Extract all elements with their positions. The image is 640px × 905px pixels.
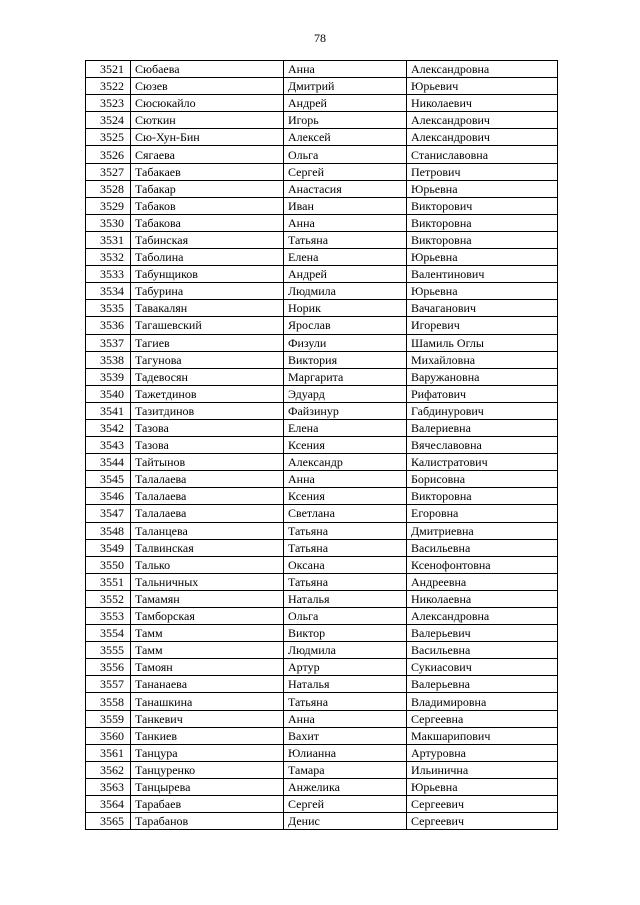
first-name-cell: Анжелика — [284, 778, 407, 795]
table-row — [86, 590, 558, 607]
page-number: 78 — [314, 31, 326, 45]
patronymic-cell: Игоревич — [407, 317, 558, 334]
row-number-cell: 3559 — [86, 710, 131, 727]
last-name-cell: Талалаева — [131, 471, 284, 488]
patronymic-cell: Валентинович — [407, 266, 558, 283]
row-number-cell: 3562 — [86, 761, 131, 778]
patronymic-cell: Викторович — [407, 197, 558, 214]
row-number-cell: 3532 — [86, 249, 131, 266]
first-name-cell: Тамара — [284, 761, 407, 778]
first-name-cell: Анастасия — [284, 180, 407, 197]
first-name-cell: Татьяна — [284, 573, 407, 590]
table-row — [86, 522, 558, 539]
patronymic-cell: Викторовна — [407, 214, 558, 231]
last-name-cell: Танцырева — [131, 778, 284, 795]
table-row — [86, 539, 558, 556]
table-row — [86, 197, 558, 214]
first-name-cell: Светлана — [284, 505, 407, 522]
patronymic-cell: Ильинична — [407, 761, 558, 778]
last-name-cell: Таболина — [131, 249, 284, 266]
table-row — [86, 146, 558, 163]
table-row — [86, 419, 558, 436]
first-name-cell: Анна — [284, 214, 407, 231]
row-number-cell: 3537 — [86, 334, 131, 351]
patronymic-cell: Юрьевич — [407, 78, 558, 95]
patronymic-cell: Юрьевна — [407, 180, 558, 197]
first-name-cell: Елена — [284, 249, 407, 266]
last-name-cell: Таланцева — [131, 522, 284, 539]
last-name-cell: Тагунова — [131, 351, 284, 368]
last-name-cell: Талько — [131, 556, 284, 573]
patronymic-cell: Дмитриевна — [407, 522, 558, 539]
last-name-cell: Табинская — [131, 231, 284, 248]
table-row — [86, 796, 558, 813]
row-number-cell: 3563 — [86, 778, 131, 795]
patronymic-cell: Шамиль Оглы — [407, 334, 558, 351]
last-name-cell: Тагиев — [131, 334, 284, 351]
row-number-cell: 3526 — [86, 146, 131, 163]
last-name-cell: Тадевосян — [131, 368, 284, 385]
last-name-cell: Сюзев — [131, 78, 284, 95]
row-number-cell: 3527 — [86, 163, 131, 180]
last-name-cell: Тарабаев — [131, 796, 284, 813]
row-number-cell: 3538 — [86, 351, 131, 368]
row-number-cell: 3556 — [86, 659, 131, 676]
row-number-cell: 3521 — [86, 61, 131, 78]
first-name-cell: Татьяна — [284, 539, 407, 556]
patronymic-cell: Валериевна — [407, 419, 558, 436]
patronymic-cell: Петрович — [407, 163, 558, 180]
last-name-cell: Сюсюкайло — [131, 95, 284, 112]
table-row — [86, 625, 558, 642]
last-name-cell: Тазитдинов — [131, 402, 284, 419]
first-name-cell: Ярослав — [284, 317, 407, 334]
patronymic-cell: Александрович — [407, 112, 558, 129]
row-number-cell: 3541 — [86, 402, 131, 419]
table-row — [86, 778, 558, 795]
table-row — [86, 676, 558, 693]
patronymic-cell: Вячеславовна — [407, 437, 558, 454]
patronymic-cell: Габдинурович — [407, 402, 558, 419]
patronymic-cell: Владимировна — [407, 693, 558, 710]
last-name-cell: Тазова — [131, 437, 284, 454]
row-number-cell: 3539 — [86, 368, 131, 385]
last-name-cell: Тавакалян — [131, 300, 284, 317]
table-row — [86, 659, 558, 676]
last-name-cell: Табакова — [131, 214, 284, 231]
table-row — [86, 744, 558, 761]
last-name-cell: Тайтынов — [131, 454, 284, 471]
patronymic-cell: Валерьевна — [407, 676, 558, 693]
last-name-cell: Тальничных — [131, 573, 284, 590]
first-name-cell: Наталья — [284, 676, 407, 693]
patronymic-cell: Сукиасович — [407, 659, 558, 676]
first-name-cell: Физули — [284, 334, 407, 351]
first-name-cell: Оксана — [284, 556, 407, 573]
patronymic-cell: Александровна — [407, 61, 558, 78]
first-name-cell: Файзинур — [284, 402, 407, 419]
last-name-cell: Танкиев — [131, 727, 284, 744]
name-table — [85, 60, 558, 830]
last-name-cell: Табурина — [131, 283, 284, 300]
patronymic-cell: Сергеевич — [407, 796, 558, 813]
first-name-cell: Юлианна — [284, 744, 407, 761]
patronymic-cell: Варужановна — [407, 368, 558, 385]
last-name-cell: Табунщиков — [131, 266, 284, 283]
first-name-cell: Виктор — [284, 625, 407, 642]
row-number-cell: 3565 — [86, 813, 131, 830]
table-row — [86, 95, 558, 112]
table-row — [86, 471, 558, 488]
row-number-cell: 3536 — [86, 317, 131, 334]
table-row — [86, 129, 558, 146]
row-number-cell: 3544 — [86, 454, 131, 471]
first-name-cell: Татьяна — [284, 693, 407, 710]
patronymic-cell: Валерьевич — [407, 625, 558, 642]
row-number-cell: 3534 — [86, 283, 131, 300]
last-name-cell: Табакар — [131, 180, 284, 197]
patronymic-cell: Андреевна — [407, 573, 558, 590]
first-name-cell: Виктория — [284, 351, 407, 368]
table-row — [86, 231, 558, 248]
patronymic-cell: Артуровна — [407, 744, 558, 761]
first-name-cell: Дмитрий — [284, 78, 407, 95]
row-number-cell: 3552 — [86, 590, 131, 607]
last-name-cell: Тагашевский — [131, 317, 284, 334]
row-number-cell: 3553 — [86, 608, 131, 625]
first-name-cell: Анна — [284, 710, 407, 727]
row-number-cell: 3524 — [86, 112, 131, 129]
table-row — [86, 112, 558, 129]
first-name-cell: Норик — [284, 300, 407, 317]
first-name-cell: Иван — [284, 197, 407, 214]
first-name-cell: Ксения — [284, 437, 407, 454]
patronymic-cell: Николаевна — [407, 590, 558, 607]
table-row — [86, 813, 558, 830]
table-row — [86, 727, 558, 744]
table-row — [86, 214, 558, 231]
first-name-cell: Андрей — [284, 266, 407, 283]
patronymic-cell: Вачаганович — [407, 300, 558, 317]
first-name-cell: Татьяна — [284, 522, 407, 539]
last-name-cell: Тажетдинов — [131, 385, 284, 402]
first-name-cell: Ксения — [284, 488, 407, 505]
patronymic-cell: Юрьевна — [407, 249, 558, 266]
last-name-cell: Танцура — [131, 744, 284, 761]
first-name-cell: Эдуард — [284, 385, 407, 402]
patronymic-cell: Рифатович — [407, 385, 558, 402]
table-row — [86, 300, 558, 317]
table-row — [86, 249, 558, 266]
row-number-cell: 3531 — [86, 231, 131, 248]
row-number-cell: 3525 — [86, 129, 131, 146]
first-name-cell: Людмила — [284, 283, 407, 300]
table-row — [86, 385, 558, 402]
table-row — [86, 368, 558, 385]
row-number-cell: 3550 — [86, 556, 131, 573]
last-name-cell: Сюткин — [131, 112, 284, 129]
last-name-cell: Тамборская — [131, 608, 284, 625]
row-number-cell: 3560 — [86, 727, 131, 744]
row-number-cell: 3554 — [86, 625, 131, 642]
row-number-cell: 3540 — [86, 385, 131, 402]
last-name-cell: Табакаев — [131, 163, 284, 180]
table-row — [86, 488, 558, 505]
row-number-cell: 3549 — [86, 539, 131, 556]
table-row — [86, 317, 558, 334]
last-name-cell: Тамм — [131, 625, 284, 642]
row-number-cell: 3564 — [86, 796, 131, 813]
table-row — [86, 454, 558, 471]
first-name-cell: Вахит — [284, 727, 407, 744]
last-name-cell: Танашкина — [131, 693, 284, 710]
last-name-cell: Сюбаева — [131, 61, 284, 78]
last-name-cell: Тамм — [131, 642, 284, 659]
row-number-cell: 3530 — [86, 214, 131, 231]
first-name-cell: Андрей — [284, 95, 407, 112]
patronymic-cell: Васильевна — [407, 539, 558, 556]
first-name-cell: Татьяна — [284, 231, 407, 248]
first-name-cell: Сергей — [284, 796, 407, 813]
first-name-cell: Анна — [284, 471, 407, 488]
first-name-cell: Денис — [284, 813, 407, 830]
patronymic-cell: Юрьевна — [407, 283, 558, 300]
last-name-cell: Тарабанов — [131, 813, 284, 830]
table-row — [86, 437, 558, 454]
first-name-cell: Ольга — [284, 608, 407, 625]
table-row — [86, 61, 558, 78]
table-row — [86, 642, 558, 659]
row-number-cell: 3558 — [86, 693, 131, 710]
patronymic-cell: Макшарипович — [407, 727, 558, 744]
table-body — [86, 61, 558, 830]
last-name-cell: Талалаева — [131, 505, 284, 522]
row-number-cell: 3561 — [86, 744, 131, 761]
table-row — [86, 78, 558, 95]
last-name-cell: Тамамян — [131, 590, 284, 607]
table-row — [86, 556, 558, 573]
row-number-cell: 3542 — [86, 419, 131, 436]
table-row — [86, 693, 558, 710]
last-name-cell: Тананаева — [131, 676, 284, 693]
patronymic-cell: Ксенофонтовна — [407, 556, 558, 573]
patronymic-cell: Викторовна — [407, 488, 558, 505]
patronymic-cell: Сергеевна — [407, 710, 558, 727]
first-name-cell: Александр — [284, 454, 407, 471]
last-name-cell: Танцуренко — [131, 761, 284, 778]
row-number-cell: 3546 — [86, 488, 131, 505]
patronymic-cell: Александровна — [407, 608, 558, 625]
row-number-cell: 3557 — [86, 676, 131, 693]
last-name-cell: Тазова — [131, 419, 284, 436]
table-row — [86, 351, 558, 368]
first-name-cell: Наталья — [284, 590, 407, 607]
patronymic-cell: Сергеевич — [407, 813, 558, 830]
row-number-cell: 3555 — [86, 642, 131, 659]
first-name-cell: Людмила — [284, 642, 407, 659]
row-number-cell: 3528 — [86, 180, 131, 197]
table-row — [86, 710, 558, 727]
patronymic-cell: Александрович — [407, 129, 558, 146]
row-number-cell: 3533 — [86, 266, 131, 283]
table-row — [86, 180, 558, 197]
last-name-cell: Табаков — [131, 197, 284, 214]
row-number-cell: 3545 — [86, 471, 131, 488]
first-name-cell: Елена — [284, 419, 407, 436]
table-row — [86, 163, 558, 180]
table-row — [86, 334, 558, 351]
last-name-cell: Сю-Хун-Бин — [131, 129, 284, 146]
last-name-cell: Талвинская — [131, 539, 284, 556]
patronymic-cell: Михайловна — [407, 351, 558, 368]
table-row — [86, 266, 558, 283]
patronymic-cell: Николаевич — [407, 95, 558, 112]
patronymic-cell: Егоровна — [407, 505, 558, 522]
row-number-cell: 3547 — [86, 505, 131, 522]
table-row — [86, 761, 558, 778]
table-row — [86, 505, 558, 522]
row-number-cell: 3535 — [86, 300, 131, 317]
patronymic-cell: Юрьевна — [407, 778, 558, 795]
first-name-cell: Сергей — [284, 163, 407, 180]
patronymic-cell: Васильевна — [407, 642, 558, 659]
row-number-cell: 3543 — [86, 437, 131, 454]
last-name-cell: Тамоян — [131, 659, 284, 676]
table-row — [86, 573, 558, 590]
last-name-cell: Талалаева — [131, 488, 284, 505]
row-number-cell: 3551 — [86, 573, 131, 590]
row-number-cell: 3529 — [86, 197, 131, 214]
first-name-cell: Ольга — [284, 146, 407, 163]
patronymic-cell: Калистратович — [407, 454, 558, 471]
first-name-cell: Маргарита — [284, 368, 407, 385]
table-row — [86, 402, 558, 419]
first-name-cell: Анна — [284, 61, 407, 78]
row-number-cell: 3548 — [86, 522, 131, 539]
patronymic-cell: Борисовна — [407, 471, 558, 488]
first-name-cell: Артур — [284, 659, 407, 676]
last-name-cell: Сягаева — [131, 146, 284, 163]
patronymic-cell: Викторовна — [407, 231, 558, 248]
table-row — [86, 283, 558, 300]
patronymic-cell: Станиславовна — [407, 146, 558, 163]
first-name-cell: Алексей — [284, 129, 407, 146]
table-row — [86, 608, 558, 625]
row-number-cell: 3523 — [86, 95, 131, 112]
last-name-cell: Танкевич — [131, 710, 284, 727]
first-name-cell: Игорь — [284, 112, 407, 129]
row-number-cell: 3522 — [86, 78, 131, 95]
